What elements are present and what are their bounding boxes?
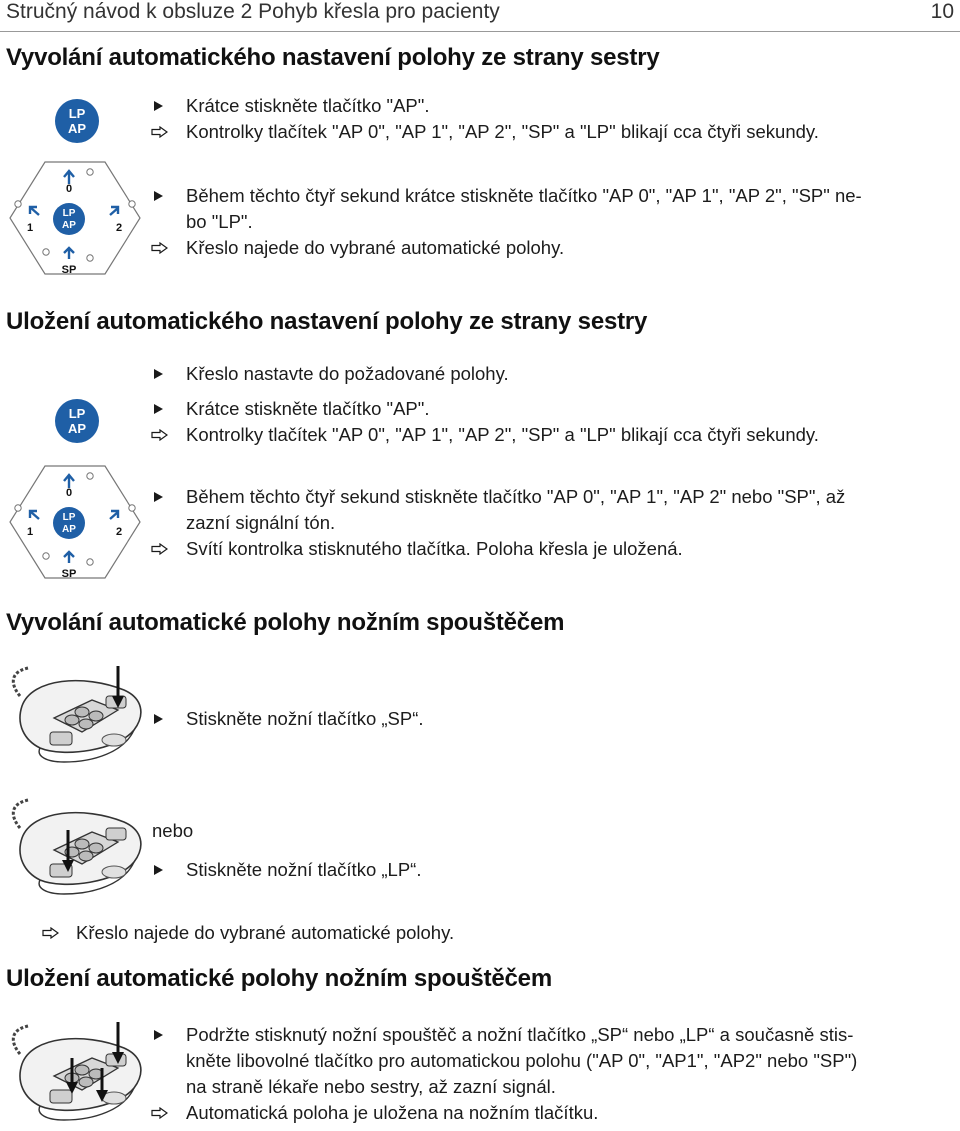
action-bullet-icon (154, 404, 163, 414)
action-bullet-icon (154, 492, 163, 502)
step-text-cont: na straně lékaře nebo sestry, až zazní signál. (186, 1076, 556, 1097)
action-bullet-icon (154, 714, 163, 724)
result-arrow-icon (151, 543, 168, 555)
svg-text:LP: LP (62, 208, 76, 219)
section-heading: Vyvolání automatické polohy nožním spouštěčem (6, 609, 565, 636)
step-text: Křeslo nastavte do požadované polohy. (186, 363, 509, 384)
lp-ap-button-icon (54, 398, 100, 444)
action-bullet-icon (154, 191, 163, 201)
foot-control-lp-illustration (6, 792, 152, 898)
svg-text:SP: SP (61, 568, 77, 580)
svg-text:AP: AP (67, 121, 87, 136)
page-number: 10 (930, 0, 954, 23)
action-bullet-icon (154, 369, 163, 379)
svg-text:2: 2 (115, 526, 123, 538)
svg-text:LP: LP (62, 512, 76, 523)
or-label: nebo (152, 820, 194, 841)
step-text: Stiskněte nožní tlačítko „LP“. (186, 859, 422, 880)
step-text-cont: kněte libovolné tlačítko pro automatickou polohu ("AP 0", "AP1", "AP2" nebo "SP") (186, 1050, 858, 1071)
step-text: Podržte stisknutý nožní spouštěč a nožní tlačítko „SP“ nebo „LP“ a současně stis- (186, 1024, 854, 1045)
step-text: Krátce stiskněte tlačítko "AP". (186, 95, 430, 116)
svg-text:SP: SP (61, 264, 77, 276)
section-heading: Uložení automatického nastavení polohy ze strany sestry (6, 308, 648, 335)
result-text: Křeslo najede do vybrané automatické polohy. (186, 237, 565, 258)
result-text: Svítí kontrolka stisknutého tlačítka. Poloha křesla je uložená. (186, 538, 683, 559)
svg-text:AP: AP (62, 220, 76, 231)
step-text-cont: bo "LP". (186, 211, 253, 232)
action-bullet-icon (154, 865, 163, 875)
lp-ap-button-icon (54, 98, 100, 144)
result-arrow-icon (151, 242, 168, 254)
svg-text:AP: AP (67, 421, 87, 436)
svg-text:0: 0 (65, 183, 73, 195)
result-arrow-icon (151, 1107, 168, 1119)
result-arrow-icon (42, 927, 59, 939)
step-text-cont: zazní signální tón. (186, 512, 336, 533)
step-text: Během těchto čtyř sekund krátce stiskněte tlačítko "AP 0", "AP 1", "AP 2", "SP" ne- (186, 185, 862, 206)
step-text: Krátce stiskněte tlačítko "AP". (186, 398, 430, 419)
svg-text:1: 1 (26, 526, 34, 538)
foot-control-sp-illustration (6, 660, 152, 766)
result-text: Křeslo najede do vybrané automatické polohy. (76, 922, 455, 943)
header-divider (0, 31, 960, 32)
svg-text:1: 1 (26, 222, 34, 234)
svg-text:LP: LP (68, 106, 86, 121)
section-heading: Vyvolání automatického nastavení polohy ze strany sestry (6, 44, 660, 71)
action-bullet-icon (154, 1030, 163, 1040)
foot-control-save-illustration (6, 1018, 152, 1124)
action-bullet-icon (154, 101, 163, 111)
result-text: Kontrolky tlačítek "AP 0", "AP 1", "AP 2", "SP" a "LP" blikají cca čtyři sekundy. (186, 424, 819, 445)
svg-text:LP: LP (68, 406, 86, 421)
result-text: Kontrolky tlačítek "AP 0", "AP 1", "AP 2", "SP" a "LP" blikají cca čtyři sekundy. (186, 121, 819, 142)
result-arrow-icon (151, 126, 168, 138)
svg-text:AP: AP (62, 524, 76, 535)
svg-text:2: 2 (115, 222, 123, 234)
result-text: Automatická poloha je uložena na nožním tlačítku. (186, 1102, 599, 1123)
control-keypad-icon (6, 462, 144, 584)
control-keypad-icon (6, 158, 144, 280)
header-title: Stručný návod k obsluze 2 Pohyb křesla pro pacienty (6, 0, 500, 23)
step-text: Stiskněte nožní tlačítko „SP“. (186, 708, 424, 729)
step-text: Během těchto čtyř sekund stiskněte tlačítko "AP 0", "AP 1", "AP 2" nebo "SP", až (186, 486, 846, 507)
section-heading: Uložení automatické polohy nožním spouštěčem (6, 965, 552, 992)
svg-text:0: 0 (65, 487, 73, 499)
result-arrow-icon (151, 429, 168, 441)
